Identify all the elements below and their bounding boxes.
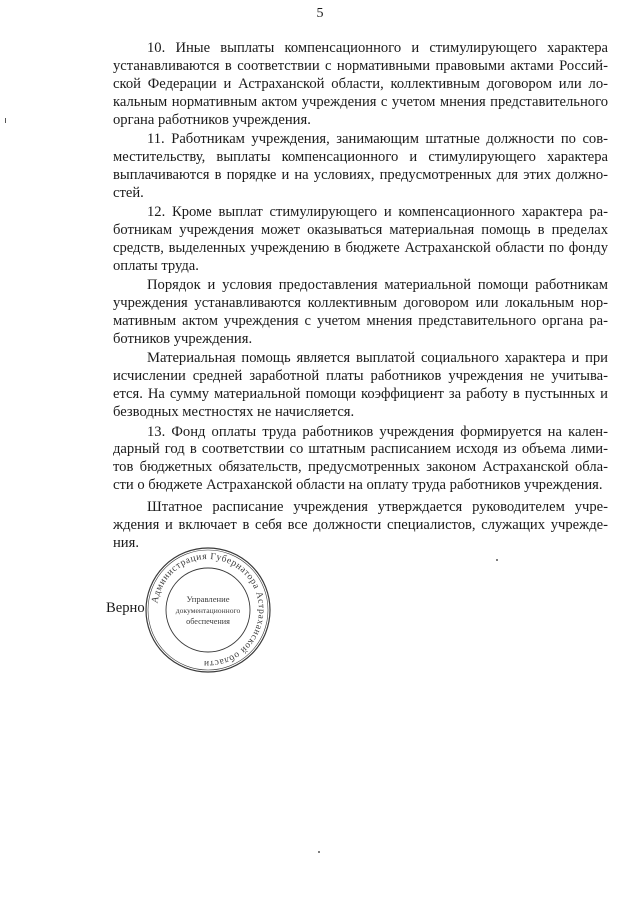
paragraph-10: 10. Иные выплаты компенсационного и стимулирующего характера устанавливаются в соответствии с нормативными правовыми актами Российской Федерации и Астраханской области, коллективным договором или локальным нормативным актом учреждения с учетом мнения представительного органа работников учреждения. [113,40,608,128]
paragraph-12: 12. Кроме выплат стимулирующего и компенсационного характера работникам учреждения может оказываться материальная помощь в пределах средств, выделенных учреждению в бюджете Астраханской области по фонду оплаты труда. [113,204,608,274]
document-body [113,40,608,554]
paragraph-material-aid-procedure: Порядок и условия предоставления материальной помощи работникам учреждения устанавливаются коллективным договором или локальным нормативным актом учреждения с учетом мнения представительного органа работников учреждения. [113,277,608,347]
scan-speck [496,559,498,561]
stamp-line-1: Управление [186,594,230,604]
page-number: 5 [316,6,324,21]
paragraph-11: 11. Работникам учреждения, занимающим штатные должности по совместительству, выплаты компенсационного и стимулирующего характера выплачиваются в порядке и на условиях, предусмотренных для этих должностей. [113,131,608,201]
certification-mark: Верно [106,600,145,616]
official-stamp [143,545,273,675]
stamp-ring-text: Администрация Губернатора Астраханской области [150,551,267,669]
paragraph-staff-schedule: Штатное расписание учреждения утверждается руководителем учреждения и включает в себя все должности специалистов, служащих учреждения. [113,499,608,551]
scan-speck [318,851,320,853]
paragraph-13: 13. Фонд оплаты труда работников учреждения формируется на календарный год в соответствии со штатным расписанием исходя из объема лимитов бюджетных обязательств, предусмотренных законом Астраханской области о бюджете Астраханской области на оплату труда работников учреждения. [113,423,608,494]
scan-speck [5,118,6,123]
paragraph-material-aid-nature: Материальная помощь является выплатой социального характера и при исчислении средней заработной платы работников учреждения не учитывается. На сумму материальной помощи коэффициент за работу в пустынных и безводных местностях не начисляется. [113,350,608,421]
stamp-line-3: обеспечения [186,617,230,626]
stamp-line-2: документационного [175,606,241,615]
